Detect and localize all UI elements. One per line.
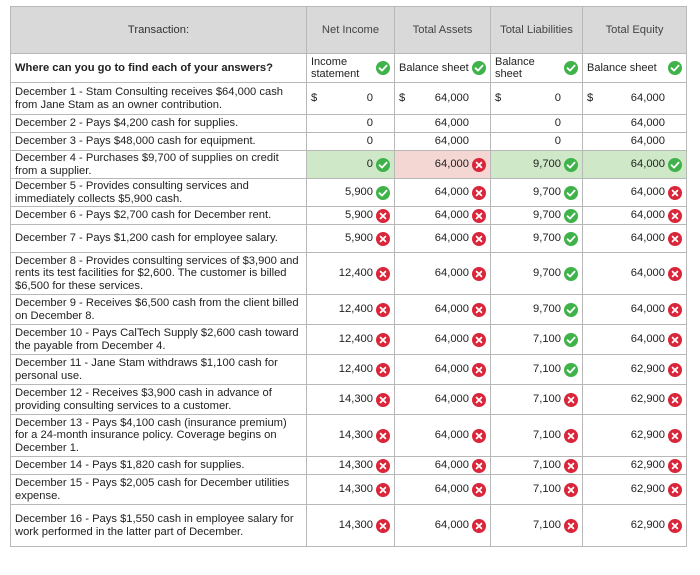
- table-row: [11, 355, 687, 385]
- total-liabilities-cell[interactable]: [491, 207, 583, 225]
- total-equity-cell[interactable]: [583, 253, 687, 295]
- total-liabilities-cell[interactable]: [491, 115, 583, 133]
- cross-icon: [376, 393, 390, 407]
- net-income-cell[interactable]: [307, 325, 395, 355]
- net-income-value: 14,300: [338, 459, 373, 472]
- net-income-cell[interactable]: [307, 415, 395, 457]
- total-assets-value: 64,000: [434, 267, 469, 280]
- total-liabilities-cell[interactable]: [491, 505, 583, 547]
- net-income-cell[interactable]: [307, 355, 395, 385]
- total-equity-cell[interactable]: [583, 355, 687, 385]
- check-icon: [564, 232, 578, 246]
- check-icon: [564, 333, 578, 347]
- net-income-value: 5,900: [345, 232, 373, 245]
- net-income-cell[interactable]: [307, 151, 395, 179]
- net-income-value: 12,400: [338, 333, 373, 346]
- cross-icon: [376, 303, 390, 317]
- cross-icon: [564, 483, 578, 497]
- total-assets-cell[interactable]: [395, 253, 491, 295]
- total-liabilities-value: 9,700: [533, 303, 561, 316]
- check-icon: [564, 209, 578, 223]
- total-assets-value: 64,000: [434, 158, 469, 171]
- total-liabilities-value: 7,100: [533, 459, 561, 472]
- cross-icon: [376, 363, 390, 377]
- source-total-assets: Balance sheet: [399, 62, 469, 74]
- table-row: [11, 475, 687, 505]
- net-income-cell[interactable]: [307, 253, 395, 295]
- total-equity-cell[interactable]: [583, 385, 687, 415]
- cross-icon: [668, 186, 682, 200]
- check-icon: [668, 61, 682, 75]
- total-liabilities-value: 7,100: [533, 429, 561, 442]
- net-income-cell[interactable]: [307, 133, 395, 151]
- total-equity-cell[interactable]: [583, 295, 687, 325]
- cross-icon: [376, 209, 390, 223]
- source-total-assets-cell[interactable]: [395, 54, 491, 83]
- transaction-description: December 14 - Pays $1,820 cash for supplies.: [11, 457, 307, 475]
- check-icon: [564, 363, 578, 377]
- cross-icon: [472, 333, 486, 347]
- cross-icon: [472, 519, 486, 533]
- total-equity-value: 62,900: [630, 519, 665, 532]
- total-liabilities-value: 0: [554, 92, 561, 105]
- header-transaction: Transaction:: [11, 7, 307, 54]
- source-total-liabilities: Balance sheet: [495, 56, 535, 80]
- cross-icon: [376, 483, 390, 497]
- table-row: [11, 253, 687, 295]
- total-equity-value: 64,000: [630, 333, 665, 346]
- cross-icon: [472, 483, 486, 497]
- net-income-cell[interactable]: [307, 83, 395, 115]
- total-assets-value: 64,000: [434, 429, 469, 442]
- cross-icon: [668, 459, 682, 473]
- check-icon: [564, 303, 578, 317]
- total-equity-cell[interactable]: [583, 83, 687, 115]
- total-liabilities-value: 9,700: [533, 267, 561, 280]
- transaction-description: December 12 - Receives $3,900 cash in advance of providing consulting services to a customer.: [11, 385, 307, 415]
- total-liabilities-value: 9,700: [533, 209, 561, 222]
- total-assets-value: 64,000: [434, 363, 469, 376]
- cross-icon: [472, 393, 486, 407]
- total-liabilities-value: 7,100: [533, 363, 561, 376]
- total-equity-cell[interactable]: [583, 475, 687, 505]
- total-equity-value: 62,900: [630, 393, 665, 406]
- net-income-value: 0: [366, 92, 373, 105]
- total-liabilities-cell[interactable]: [491, 457, 583, 475]
- source-net-income-cell[interactable]: [307, 54, 395, 83]
- cross-icon: [564, 429, 578, 443]
- total-assets-cell[interactable]: [395, 505, 491, 547]
- cross-icon: [376, 333, 390, 347]
- total-assets-cell[interactable]: [395, 179, 491, 207]
- table-row: [11, 295, 687, 325]
- transaction-description: December 10 - Pays CalTech Supply $2,600 cash toward the payable from December 4.: [11, 325, 307, 355]
- total-equity-cell[interactable]: [583, 505, 687, 547]
- total-equity-value: 64,000: [630, 232, 665, 245]
- total-liabilities-cell[interactable]: [491, 83, 583, 115]
- transaction-description: December 6 - Pays $2,700 cash for December rent.: [11, 207, 307, 225]
- total-assets-value: 64,000: [434, 186, 469, 199]
- total-liabilities-value: 0: [554, 135, 561, 148]
- currency-symbol: $: [495, 92, 502, 105]
- total-liabilities-cell[interactable]: [491, 253, 583, 295]
- cross-icon: [472, 363, 486, 377]
- total-assets-cell[interactable]: [395, 475, 491, 505]
- total-assets-cell[interactable]: [395, 385, 491, 415]
- total-liabilities-cell[interactable]: [491, 295, 583, 325]
- table-row: [11, 207, 687, 225]
- total-equity-cell[interactable]: [583, 325, 687, 355]
- total-equity-value: 64,000: [630, 135, 665, 148]
- check-icon: [564, 267, 578, 281]
- total-liabilities-cell[interactable]: [491, 133, 583, 151]
- cross-icon: [472, 186, 486, 200]
- total-liabilities-cell[interactable]: [491, 325, 583, 355]
- total-liabilities-cell[interactable]: [491, 385, 583, 415]
- net-income-cell[interactable]: [307, 225, 395, 253]
- net-income-value: 12,400: [338, 267, 373, 280]
- total-assets-value: 64,000: [434, 232, 469, 245]
- net-income-cell[interactable]: [307, 385, 395, 415]
- source-question: Where can you go to find each of your answers?: [11, 54, 307, 83]
- net-income-cell[interactable]: [307, 179, 395, 207]
- total-liabilities-value: 7,100: [533, 483, 561, 496]
- total-assets-cell[interactable]: [395, 83, 491, 115]
- net-income-value: 0: [366, 135, 373, 148]
- total-liabilities-value: 7,100: [533, 519, 561, 532]
- source-total-equity: Balance sheet: [587, 62, 657, 74]
- total-assets-cell[interactable]: [395, 207, 491, 225]
- source-row: [11, 54, 687, 83]
- transaction-table: [10, 6, 687, 547]
- transaction-description: December 3 - Pays $48,000 cash for equipment.: [11, 133, 307, 151]
- table-row: [11, 385, 687, 415]
- total-assets-cell[interactable]: [395, 151, 491, 179]
- check-icon: [564, 158, 578, 172]
- cross-icon: [472, 158, 486, 172]
- total-liabilities-value: 7,100: [533, 333, 561, 346]
- header-row: [11, 7, 687, 54]
- total-equity-value: 64,000: [630, 303, 665, 316]
- total-equity-cell[interactable]: [583, 133, 687, 151]
- total-liabilities-value: 7,100: [533, 393, 561, 406]
- cross-icon: [668, 363, 682, 377]
- total-assets-value: 64,000: [434, 519, 469, 532]
- net-income-cell[interactable]: [307, 207, 395, 225]
- cross-icon: [376, 519, 390, 533]
- total-equity-value: 64,000: [630, 209, 665, 222]
- table-row: [11, 151, 687, 179]
- transaction-description: December 16 - Pays $1,550 cash in employee salary for work performed in the latter part of December.: [11, 505, 307, 547]
- total-assets-cell[interactable]: [395, 355, 491, 385]
- cross-icon: [472, 429, 486, 443]
- total-assets-value: 64,000: [434, 333, 469, 346]
- net-income-cell[interactable]: [307, 505, 395, 547]
- table-row: [11, 133, 687, 151]
- transaction-description: December 11 - Jane Stam withdraws $1,100 cash for personal use.: [11, 355, 307, 385]
- total-equity-value: 64,000: [630, 117, 665, 130]
- header-total-liabilities: Total Liabilities: [491, 7, 583, 54]
- source-total-liabilities-cell[interactable]: [491, 54, 583, 83]
- total-assets-cell[interactable]: [395, 115, 491, 133]
- check-icon: [472, 61, 486, 75]
- total-equity-cell[interactable]: [583, 115, 687, 133]
- transaction-description: December 13 - Pays $4,100 cash (insurance premium) for a 24-month insurance policy. Coverage begins on December 1.: [11, 415, 307, 457]
- cross-icon: [668, 483, 682, 497]
- net-income-value: 14,300: [338, 393, 373, 406]
- total-equity-cell[interactable]: [583, 415, 687, 457]
- cross-icon: [668, 393, 682, 407]
- total-liabilities-value: 0: [554, 117, 561, 130]
- net-income-cell[interactable]: [307, 115, 395, 133]
- cross-icon: [668, 303, 682, 317]
- currency-symbol: $: [311, 92, 318, 105]
- header-total-assets: Total Assets: [395, 7, 491, 54]
- total-liabilities-value: 9,700: [533, 186, 561, 199]
- total-assets-value: 64,000: [434, 209, 469, 222]
- net-income-value: 5,900: [345, 186, 373, 199]
- total-equity-value: 64,000: [630, 158, 665, 171]
- total-assets-value: 64,000: [434, 459, 469, 472]
- total-equity-cell[interactable]: [583, 151, 687, 179]
- total-liabilities-cell[interactable]: [491, 225, 583, 253]
- net-income-value: 12,400: [338, 303, 373, 316]
- total-liabilities-cell[interactable]: [491, 415, 583, 457]
- table-row: [11, 83, 687, 115]
- table-row: [11, 115, 687, 133]
- total-liabilities-cell[interactable]: [491, 179, 583, 207]
- total-liabilities-cell[interactable]: [491, 475, 583, 505]
- transaction-description: December 2 - Pays $4,200 cash for supplies.: [11, 115, 307, 133]
- cross-icon: [668, 232, 682, 246]
- check-icon: [668, 158, 682, 172]
- transaction-description: December 1 - Stam Consulting receives $64,000 cash from Jane Stam as an owner contribution.: [11, 83, 307, 115]
- source-total-equity-cell[interactable]: [583, 54, 687, 83]
- net-income-cell[interactable]: [307, 457, 395, 475]
- table-row: [11, 325, 687, 355]
- total-liabilities-value: 9,700: [533, 158, 561, 171]
- total-equity-value: 62,900: [630, 429, 665, 442]
- cross-icon: [668, 429, 682, 443]
- cross-icon: [668, 209, 682, 223]
- cross-icon: [564, 393, 578, 407]
- net-income-cell[interactable]: [307, 295, 395, 325]
- transaction-description: December 5 - Provides consulting services and immediately collects $5,900 cash.: [11, 179, 307, 207]
- total-assets-value: 64,000: [434, 483, 469, 496]
- total-assets-value: 64,000: [434, 92, 469, 105]
- cross-icon: [472, 209, 486, 223]
- transaction-description: December 4 - Purchases $9,700 of supplies on credit from a supplier.: [11, 151, 307, 179]
- net-income-value: 14,300: [338, 483, 373, 496]
- total-assets-cell[interactable]: [395, 133, 491, 151]
- cross-icon: [376, 267, 390, 281]
- total-assets-value: 64,000: [434, 117, 469, 130]
- net-income-value: 5,900: [345, 209, 373, 222]
- cross-icon: [668, 333, 682, 347]
- table-row: [11, 225, 687, 253]
- net-income-cell[interactable]: [307, 475, 395, 505]
- header-net-income: Net Income: [307, 7, 395, 54]
- total-equity-cell[interactable]: [583, 207, 687, 225]
- table-row: [11, 505, 687, 547]
- cross-icon: [472, 232, 486, 246]
- total-liabilities-cell[interactable]: [491, 355, 583, 385]
- total-assets-value: 64,000: [434, 303, 469, 316]
- total-equity-value: 62,900: [630, 363, 665, 376]
- net-income-value: 14,300: [338, 429, 373, 442]
- total-equity-value: 62,900: [630, 459, 665, 472]
- total-assets-cell[interactable]: [395, 225, 491, 253]
- total-equity-cell[interactable]: [583, 179, 687, 207]
- check-icon: [376, 61, 390, 75]
- cross-icon: [668, 267, 682, 281]
- cross-icon: [376, 429, 390, 443]
- total-equity-value: 64,000: [630, 267, 665, 280]
- transaction-description: December 15 - Pays $2,005 cash for December utilities expense.: [11, 475, 307, 505]
- table-row: [11, 179, 687, 207]
- net-income-value: 14,300: [338, 519, 373, 532]
- currency-symbol: $: [587, 92, 594, 105]
- check-icon: [564, 186, 578, 200]
- total-liabilities-cell[interactable]: [491, 151, 583, 179]
- cross-icon: [472, 303, 486, 317]
- total-equity-cell[interactable]: [583, 457, 687, 475]
- net-income-value: 0: [366, 117, 373, 130]
- total-assets-value: 64,000: [434, 393, 469, 406]
- total-assets-cell[interactable]: [395, 415, 491, 457]
- total-assets-cell[interactable]: [395, 457, 491, 475]
- total-equity-value: 62,900: [630, 483, 665, 496]
- total-liabilities-value: 9,700: [533, 232, 561, 245]
- total-equity-value: 64,000: [630, 92, 665, 105]
- net-income-value: 0: [366, 158, 373, 171]
- table-row: [11, 457, 687, 475]
- net-income-value: 12,400: [338, 363, 373, 376]
- check-icon: [376, 186, 390, 200]
- currency-symbol: $: [399, 92, 406, 105]
- transaction-description: December 7 - Pays $1,200 cash for employee salary.: [11, 225, 307, 253]
- total-equity-value: 64,000: [630, 186, 665, 199]
- transaction-description: December 8 - Provides consulting services of $3,900 and rents its test facilities for $2,600. The customer is billed $6,500 for these services.: [11, 253, 307, 295]
- cross-icon: [564, 459, 578, 473]
- cross-icon: [376, 459, 390, 473]
- total-assets-cell[interactable]: [395, 295, 491, 325]
- cross-icon: [564, 519, 578, 533]
- transaction-description: December 9 - Receives $6,500 cash from the client billed on December 8.: [11, 295, 307, 325]
- total-assets-cell[interactable]: [395, 325, 491, 355]
- total-equity-cell[interactable]: [583, 225, 687, 253]
- check-icon: [376, 158, 390, 172]
- check-icon: [564, 61, 578, 75]
- cross-icon: [472, 267, 486, 281]
- header-total-equity: Total Equity: [583, 7, 687, 54]
- source-net-income: Income statement: [311, 56, 360, 80]
- total-assets-value: 64,000: [434, 135, 469, 148]
- cross-icon: [376, 232, 390, 246]
- cross-icon: [668, 519, 682, 533]
- table-row: [11, 415, 687, 457]
- cross-icon: [472, 459, 486, 473]
